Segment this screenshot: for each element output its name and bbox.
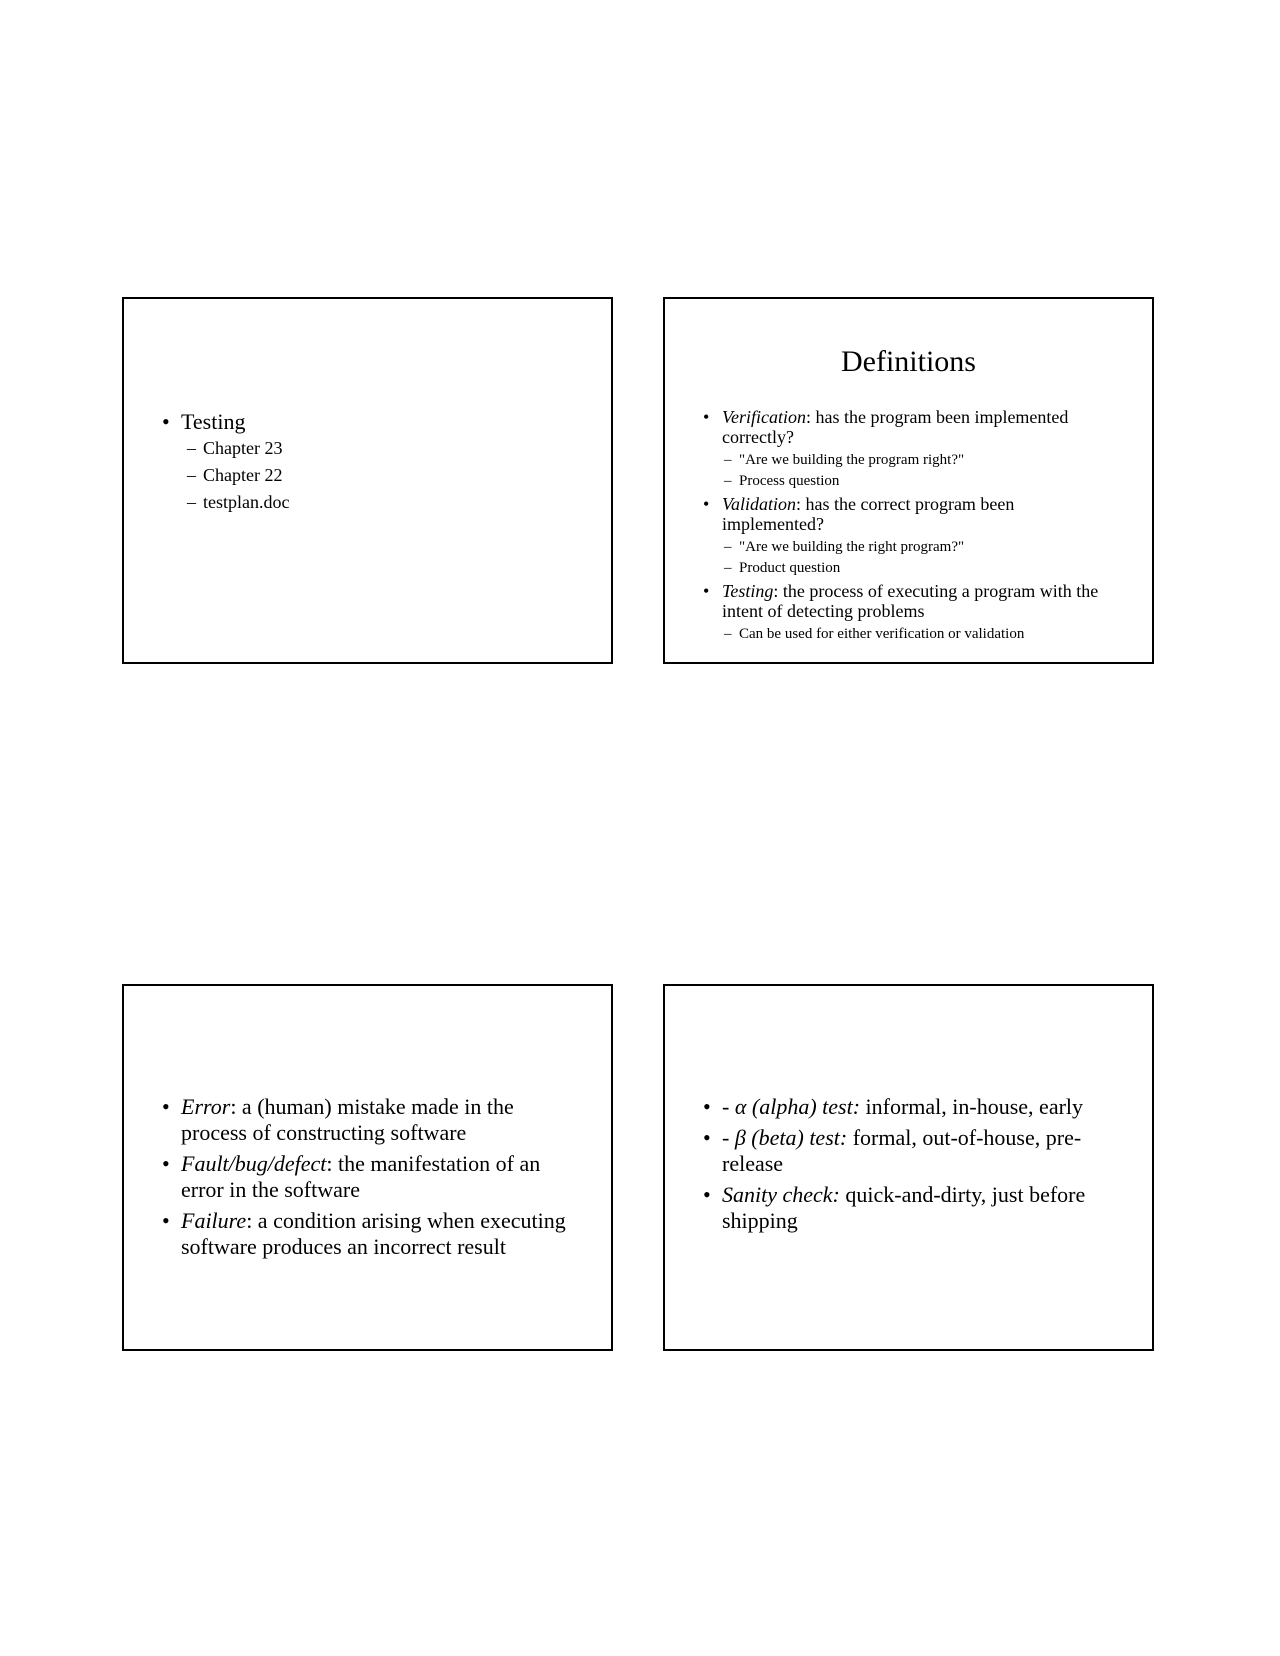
bullet-text: informal, in-house, early: [860, 1094, 1084, 1119]
bullet-term: Failure: [181, 1208, 247, 1233]
sub-bullet-item: – Process question: [724, 471, 1113, 492]
bullet-item: [703, 1182, 1123, 1234]
sub-bullet-list: [724, 450, 1113, 492]
bullet-text: : the manifestation of an error in the software: [181, 1151, 541, 1202]
bullet-item: [703, 581, 1113, 645]
bullet-text: : a condition arising when executing software produces an incorrect result: [181, 1208, 566, 1259]
bullet-item: [162, 1151, 582, 1203]
sub-bullet-list: [724, 537, 1113, 579]
bullet-item: [162, 1094, 582, 1146]
slide-error-fault-failure: [122, 984, 613, 1351]
bullet-term: α (alpha) test:: [734, 1094, 861, 1119]
bullet-list: [162, 409, 582, 519]
bullet-item: [162, 409, 582, 512]
bullet-list: [703, 1094, 1123, 1239]
sub-bullet-item: – Chapter 22: [187, 465, 582, 485]
sub-bullet-item: – "Are we building the right program?": [724, 537, 1113, 558]
bullet-text: quick-and-dirty, just before shipping: [722, 1182, 1086, 1233]
bullet-text: Testing: [181, 409, 246, 434]
bullet-text: : has the correct program been implemented?: [722, 494, 1015, 534]
sub-bullet-item: – testplan.doc: [187, 492, 582, 512]
sub-bullet-item: – Can be used for either verification or validation: [724, 624, 1113, 645]
bullet-term: Sanity check:: [722, 1182, 840, 1207]
bullet-item: [703, 1094, 1123, 1120]
bullet-term: Fault/bug/defect: [181, 1151, 327, 1176]
bullet-prefix: -: [722, 1094, 735, 1119]
slide-testing-overview: [122, 297, 613, 664]
bullet-text: : a (human) mistake made in the process of constructing software: [181, 1094, 514, 1145]
bullet-term: β (beta) test:: [734, 1125, 848, 1150]
slide-test-types: [663, 984, 1154, 1351]
slide-definitions: [663, 297, 1154, 664]
sub-bullet-list: [724, 624, 1113, 645]
bullet-prefix: -: [722, 1125, 735, 1150]
bullet-text: : has the program been implemented correctly?: [722, 407, 1069, 447]
bullet-item: [703, 407, 1113, 492]
bullet-item: [703, 494, 1113, 579]
sub-bullet-item: – Product question: [724, 558, 1113, 579]
bullet-list: [162, 1094, 582, 1265]
bullet-item: [703, 1125, 1123, 1177]
bullet-text: : the process of executing a program with the intent of detecting problems: [722, 581, 1099, 621]
sub-bullet-list: [187, 438, 582, 512]
bullet-list: [703, 407, 1113, 647]
bullet-term: Error: [181, 1094, 231, 1119]
bullet-item: [162, 1208, 582, 1260]
bullet-term: Validation: [722, 494, 797, 514]
sub-bullet-item: – Chapter 23: [187, 438, 582, 458]
bullet-term: Verification: [722, 407, 806, 427]
bullet-text: formal, out-of-house, pre-release: [722, 1125, 1082, 1176]
sub-bullet-item: – "Are we building the program right?": [724, 450, 1113, 471]
slide-title: Definitions: [841, 345, 976, 378]
bullet-term: Testing: [722, 581, 774, 601]
